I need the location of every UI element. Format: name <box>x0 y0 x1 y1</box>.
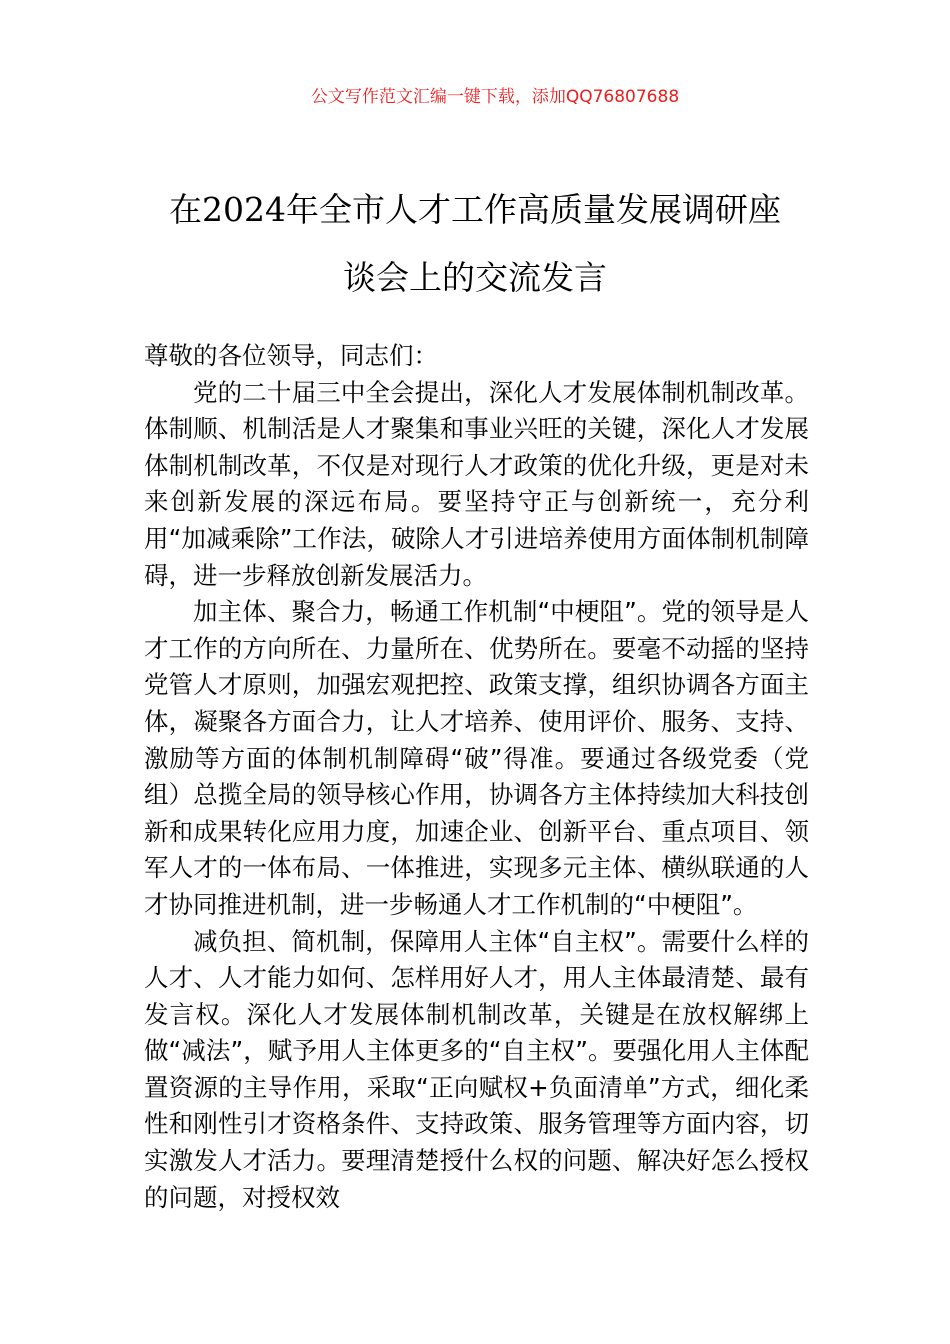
paragraph-2: 加主体、聚合力，畅通工作机制“中梗阻”。党的领导是人才工作的方向所在、力量所在、优势所在。要毫不动摇的坚持党管人才原则，加强宏观把控、政策支撑，组织协调各方面主体，凝聚各方面合力，让人才培养、使用评价、服务、支持、激励等方面的体制机制障碍“破”得准。要通过各级党委（党组）总揽全局的领导核心作用，协调各方主体持续加大科技创新和成果转化应用力度，加速企业、创新平台、重点项目、领军人才的一体布局、一体推进，实现多元主体、横纵联通的人才协同推进机制，进一步畅通人才工作机制的“中梗阻”。 <box>144 597 809 919</box>
document-body <box>144 338 809 1216</box>
title-line-2: 谈会上的交流发言 <box>343 258 607 297</box>
title-line-1: 在2024年全市人才工作高质量发展调研座 <box>169 190 781 229</box>
paragraph-1: 党的二十届三中全会提出，深化人才发展体制机制改革。体制顺、机制活是人才聚集和事业兴旺的关键，深化人才发展体制机制改革，不仅是对现行人才政策的优化升级，更是对未来创新发展的深远布局。要坚持守正与创新统一，充分利用“加减乘除”工作法，破除人才引进培养使用方面体制机制障碍，进一步释放创新发展活力。 <box>144 377 809 590</box>
download-notice: 公文写作范文汇编一键下载，添加QQ76807688 <box>310 87 680 107</box>
document-title <box>120 176 830 312</box>
paragraph-3: 减负担、简机制，保障用人主体“自主权”。需要什么样的人才、人才能力如何、怎样用好人才，用人主体最清楚、最有发言权。深化人才发展体制机制改革，关键是在放权解绑上做“减法”，赋予用人主体更多的“自主权”。要强化用人主体配置资源的主导作用，采取“正向赋权+负面清单”方式，细化柔性和刚性引才资格条件、支持政策、服务管理等方面内容，切实激发人才活力。要理清楚授什么权的问题、解决好怎么授权的问题，对授权效 <box>144 926 809 1212</box>
salutation: 尊敬的各位领导，同志们： <box>144 341 438 370</box>
